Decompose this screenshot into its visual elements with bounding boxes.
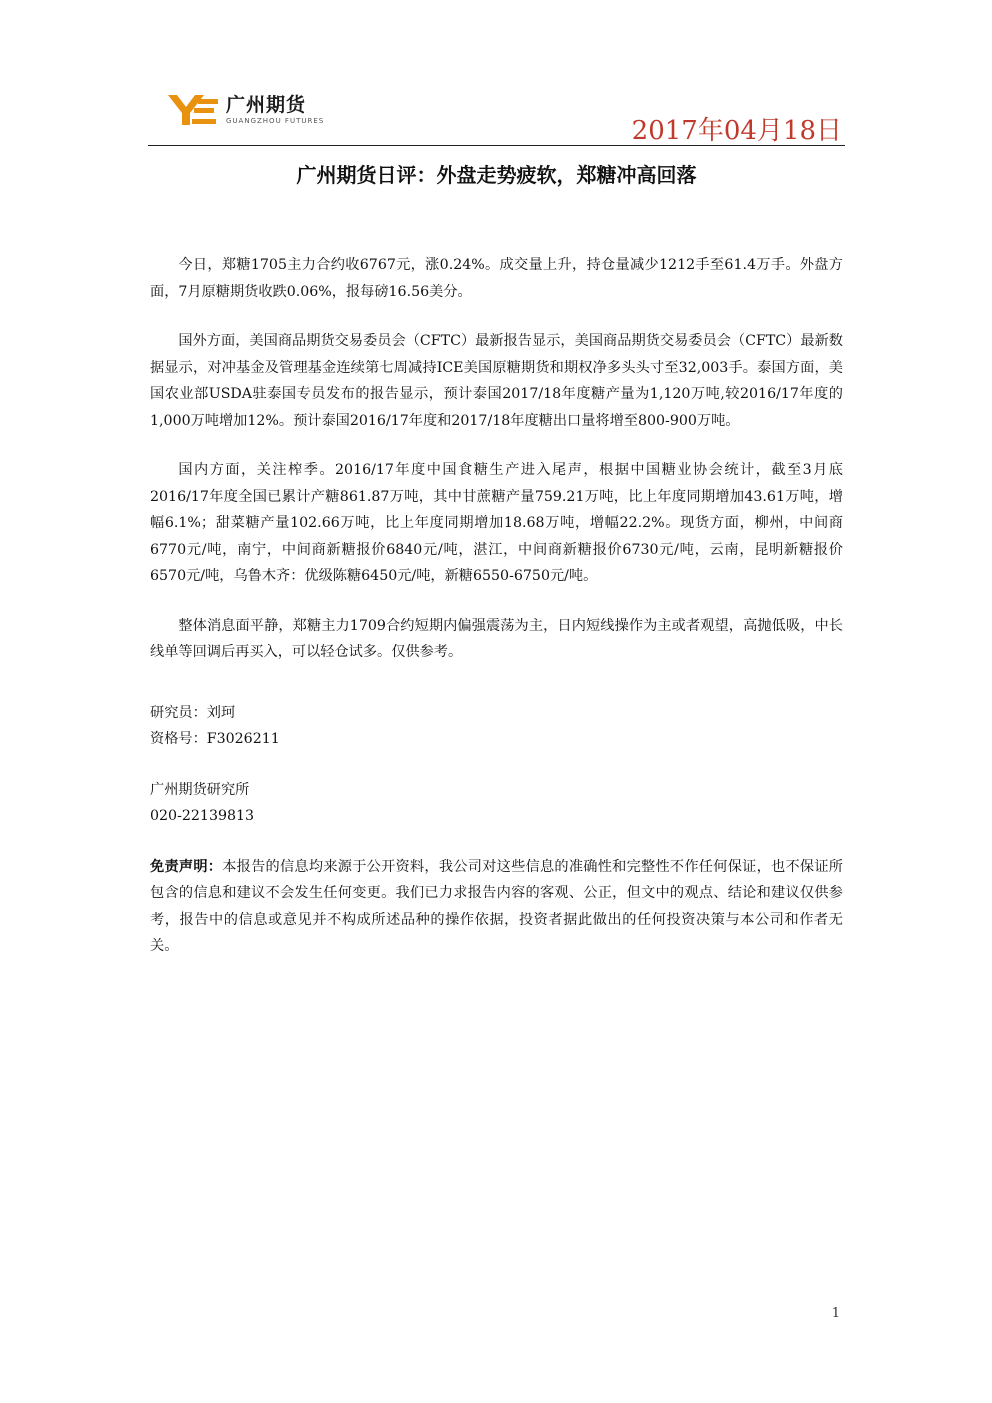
- institute-phone: 020-22139813: [150, 808, 255, 824]
- report-date: 2017年04月18日: [631, 116, 842, 146]
- header-divider: [148, 145, 845, 146]
- company-logo: [168, 90, 324, 130]
- report-body: [150, 252, 843, 960]
- logo-text: [226, 94, 324, 126]
- paragraph-market-summary: 今日，郑糖1705主力合约收6767元，涨0.24%。成交量上升，持仓量减少1212手至61.4万手。外盘方面，7月原糖期货收跌0.06%，报每磅16.56美分。: [150, 257, 843, 300]
- paragraph-international: 国外方面，美国商品期货交易委员会（CFTC）最新报告显示，美国商品期货交易委员会（CFTC）最新数据显示，对冲基金及管理基金连续第七周减持ICE美国原糖期货和期权净多头头寸至32,003手。泰国方面，美国农业部USDA驻泰国专员发布的报告显示，预计泰国2017/18年度糖产量为1,120万吨,较2016/17年度的1,000万吨增加12%。预计泰国2016/17年度和2017/18年度糖出口量将增至800-900万吨。: [150, 333, 843, 429]
- logo-english-name: GUANGZHOU FUTURES: [226, 117, 325, 125]
- paragraph-outlook: 整体消息面平静，郑糖主力1709合约短期内偏强震荡为主，日内短线操作为主或者观望，高抛低吸，中长线单等回调后再买入，可以轻仓试多。仅供参考。: [150, 617, 843, 660]
- institute-name: 广州期货研究所: [150, 781, 250, 798]
- paragraph-domestic: 国内方面，关注榨季。2016/17年度中国食糖生产进入尾声，根据中国糖业协会统计，截至3月底2016/17年度全国已累计产糖861.87万吨，其中甘蔗糖产量759.21万吨，比上年度同期增加43.61万吨，增幅6.1%；甜菜糖产量102.66万吨，比上年度同期增加18.68万吨，增幅22.2%。现货方面，柳州，中间商6770元/吨，南宁，中间商新糖报价6840元/吨，湛江，中间商新糖报价6730元/吨，云南，昆明新糖报价6570元/吨，乌鲁木齐：优级陈糖6450元/吨，新糖6550-6750元/吨。: [150, 462, 843, 584]
- report-title: 广州期货日评：外盘走势疲软，郑糖冲高回落: [296, 163, 697, 187]
- institute-block: [150, 777, 843, 830]
- page-number: 1: [831, 1306, 840, 1321]
- disclaimer: [150, 854, 843, 960]
- researcher-license: 资格号：F3026211: [150, 731, 280, 747]
- disclaimer-text: 本报告的信息均来源于公开资料，我公司对这些信息的准确性和完整性不作任何保证，也不保证所包含的信息和建议不会发生任何变更。我们已力求报告内容的客观、公正，但文中的观点、结论和建议仅供参考，报告中的信息或意见并不构成所述品种的操作依据，投资者据此做出的任何投资决策与本公司和作者无关。: [150, 858, 843, 954]
- researcher-name: 研究员：刘珂: [150, 704, 236, 721]
- disclaimer-label: 免责声明：: [150, 858, 223, 875]
- researcher-block: [150, 700, 843, 753]
- logo-chinese-name: 广州期货: [226, 94, 307, 116]
- guangzhou-futures-logo-icon: [168, 93, 220, 127]
